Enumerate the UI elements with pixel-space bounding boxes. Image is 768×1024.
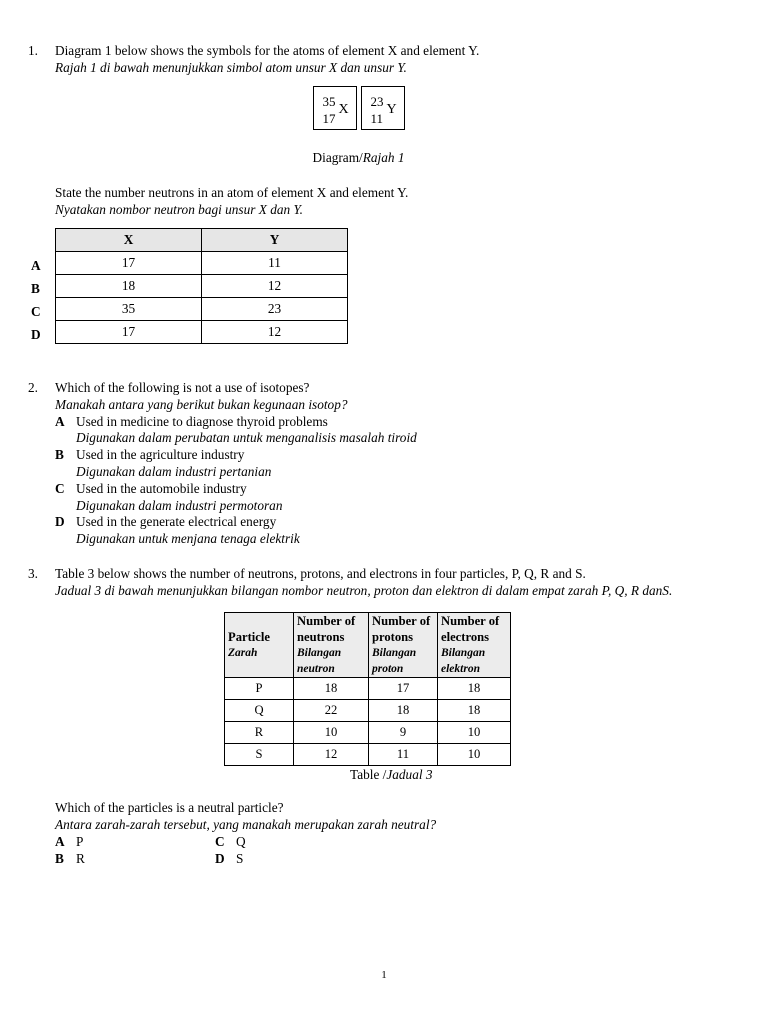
page-number: 1	[381, 969, 387, 981]
option-label: C	[31, 303, 41, 319]
table-row: 35 23	[56, 297, 348, 320]
column-header: Particle Zarah	[225, 612, 294, 677]
proton-number: 11	[370, 110, 384, 126]
question-3	[28, 566, 743, 868]
prompt-en: Table 3 below shows the number of neutrons, protons, and electrons in four particles, P, Q, R and S.	[55, 566, 586, 581]
prompt-ms: Rajah 1 di bawah menunjukkan simbol atom unsur X dan unsur Y.	[55, 59, 407, 75]
mass-number: 35	[322, 93, 336, 109]
prompt-en: Diagram 1 below shows the symbols for the atoms of element X and element Y.	[55, 43, 480, 58]
element-symbol: X	[338, 101, 349, 117]
option-d: D S	[215, 850, 244, 866]
column-header: Y	[202, 228, 348, 251]
option-label: A	[55, 413, 65, 429]
table-row: S 12 11 10	[225, 743, 511, 765]
question-1	[28, 43, 743, 344]
option-label: B	[31, 280, 40, 296]
question-en: State the number neutrons in an atom of element X and element Y.	[55, 185, 409, 201]
column-header: X	[56, 228, 202, 251]
proton-number: 17	[322, 110, 336, 126]
element-symbol: Y	[386, 101, 397, 117]
question-ms: Nyatakan nombor neutron bagi unsur X dan Y.	[55, 202, 303, 218]
option-label: D	[31, 326, 41, 342]
question-number: 1.	[28, 43, 38, 58]
column-header: Number of neutrons Bilangan neutron	[294, 612, 369, 677]
atom-symbol-y	[361, 86, 405, 130]
prompt-ms: Jadual 3 di bawah menunjukkan bilangan nombor neutron, proton dan elektron di dalam empat zarah P, Q, R danS.	[55, 582, 673, 598]
table-row: P 18 17 18	[225, 677, 511, 699]
atom-symbol-x	[313, 86, 357, 130]
option-d: D Used in the generate electrical energy Digunakan untuk menjana tenaga elektrik	[55, 514, 300, 547]
diagram-caption: Diagram/Rajah 1	[312, 149, 405, 165]
option-label: C	[55, 480, 65, 496]
diagram-1	[0, 86, 743, 130]
answer-options-row-1	[55, 834, 743, 851]
question-number: 3.	[28, 566, 38, 581]
option-c: C Q	[215, 833, 246, 849]
table-row: 17 11	[56, 251, 348, 274]
table-caption: Table /Jadual 3	[350, 766, 433, 782]
question-2	[28, 380, 743, 548]
option-label: B	[55, 447, 64, 463]
particle-table	[224, 612, 511, 766]
table-row: R 10 9 10	[225, 721, 511, 743]
column-header: Number of protons Bilangan proton	[369, 612, 438, 677]
question-number: 2.	[28, 380, 38, 395]
answer-table	[28, 228, 743, 344]
table-row: 18 12	[56, 274, 348, 297]
column-header: Number of electrons Bilangan elektron	[438, 612, 511, 677]
table-row: 17 12	[56, 320, 348, 343]
option-a: A Used in medicine to diagnose thyroid problems Digunakan dalam perubatan untuk menganalisis masalah tiroid	[55, 413, 417, 446]
option-b: B Used in the agriculture industry Digunakan dalam industri pertanian	[55, 447, 272, 479]
option-label: D	[55, 514, 65, 530]
question-ms: Antara zarah-zarah tersebut, yang manakah merupakan zarah neutral?	[55, 817, 437, 833]
option-c: C Used in the automobile industry Digunakan dalam industri permotoran	[55, 480, 283, 513]
question-en: Which of the particles is a neutral particle?	[55, 800, 284, 816]
option-b: B R	[55, 850, 85, 866]
mass-number: 23	[370, 93, 384, 109]
prompt-en: Which of the following is not a use of isotopes?	[55, 380, 310, 395]
answer-options-row-2	[55, 851, 743, 868]
table-row: Q 22 18 18	[225, 699, 511, 721]
option-a: A P	[55, 833, 84, 849]
prompt-ms: Manakah antara yang berikut bukan kegunaan isotop?	[55, 396, 348, 412]
option-label: A	[31, 257, 41, 273]
